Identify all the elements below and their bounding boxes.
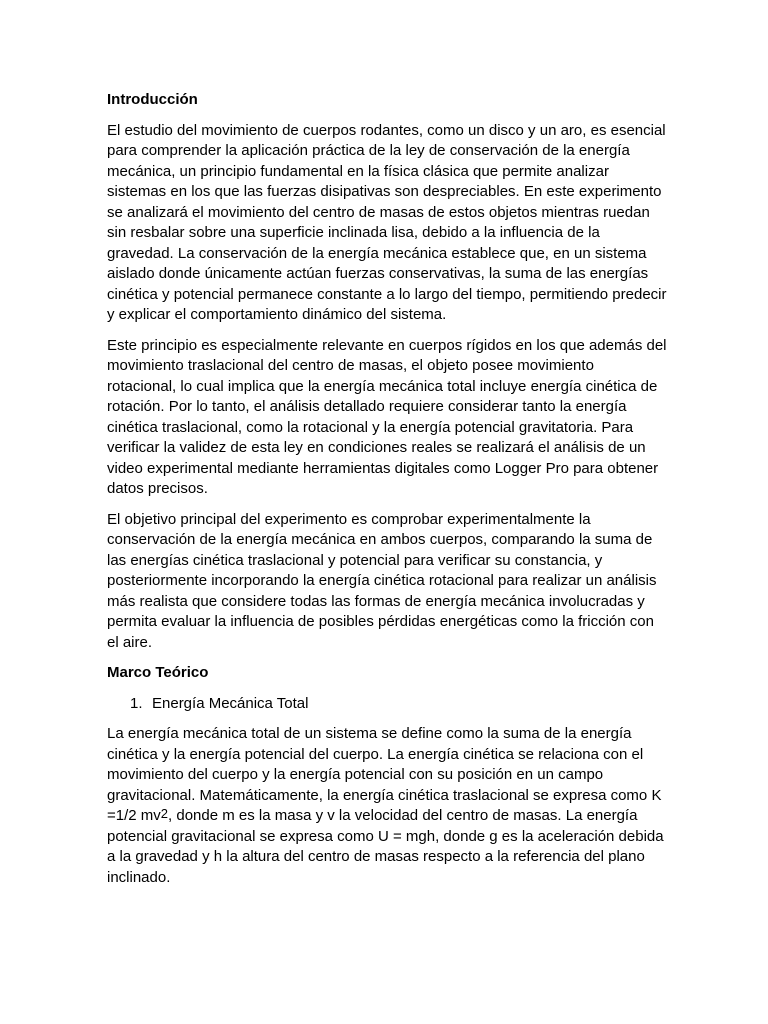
section-title-introduccion: Introducción <box>107 91 198 108</box>
marco-paragraph-text-after: , donde m es la masa y v la velocidad del centro de masas. La energía potencial gravitacional se expresa como U = mgh, donde g es la aceleración debida a la gravedad y h la altura del centro de masas respecto a la referencia del plano inclinado. <box>107 807 664 886</box>
intro-paragraph-3: El objetivo principal del experimento es comprobar experimentalmente la conservación de la energía mecánica en ambos cuerpos, comparando la suma de las energías cinética traslacional y potencial para verificar su constancia, y posteriormente incorporando la energía cinética rotacional para realizar un análisis más realista que considere todas las formas de energía mecánica involucradas y permita evaluar la influencia de posibles pérdidas energéticas como la fricción con el aire. <box>107 510 657 651</box>
list-item-energia-mecanica-total <box>107 694 667 715</box>
marco-paragraph-1 <box>107 724 667 888</box>
intro-paragraph-2: Este principio es especialmente relevante en cuerpos rígidos en los que además del movimiento traslacional del centro de masas, el objeto posee movimiento rotacional, lo cual implica que la energía mecánica total incluye energía cinética de rotación. Por lo tanto, el análisis detallado requiere considerar tanto la energía cinética traslacional, como la rotacional y la energía potencial gravitatoria. Para verificar la validez de esta ley en condiciones reales se realizará el análisis de un video experimental mediante herramientas digitales como Logger Pro para obtener datos precisos. <box>107 336 667 497</box>
list-item-number: 1. <box>130 694 143 712</box>
section-title-marco-teorico: Marco Teórico <box>107 664 209 681</box>
superscript-exponent: 2 <box>160 806 169 821</box>
marco-paragraph-text-before: La energía mecánica total de un sistema se define como la suma de la energía cinética y la energía potencial del cuerpo. La energía cinética se relaciona con el movimiento del cuerpo y la energía potencial con su posición en un campo gravitacional. Matemáticamente, la energía cinética traslacional se expresa como K =1/2 mv <box>107 725 662 824</box>
list-item-label: Energía Mecánica Total <box>152 694 309 712</box>
document-page <box>107 90 667 888</box>
intro-paragraph-1: El estudio del movimiento de cuerpos rodantes, como un disco y un aro, es esencial para comprender la aplicación práctica de la ley de conservación de la energía mecánica, un principio fundamental en la física clásica que permite analizar sistemas en los que las fuerzas disipativas son despreciables. En este experimento se analizará el movimiento del centro de masas de estos objetos mientras ruedan sin resbalar sobre una superficie inclinada lisa, debido a la influencia de la gravedad. La conservación de la energía mecánica establece que, en un sistema aislado donde únicamente actúan fuerzas conservativas, la suma de las energías cinética y potencial permanece constante a lo largo del tiempo, permitiendo predecir y explicar el comportamiento dinámico del sistema. <box>107 121 667 323</box>
